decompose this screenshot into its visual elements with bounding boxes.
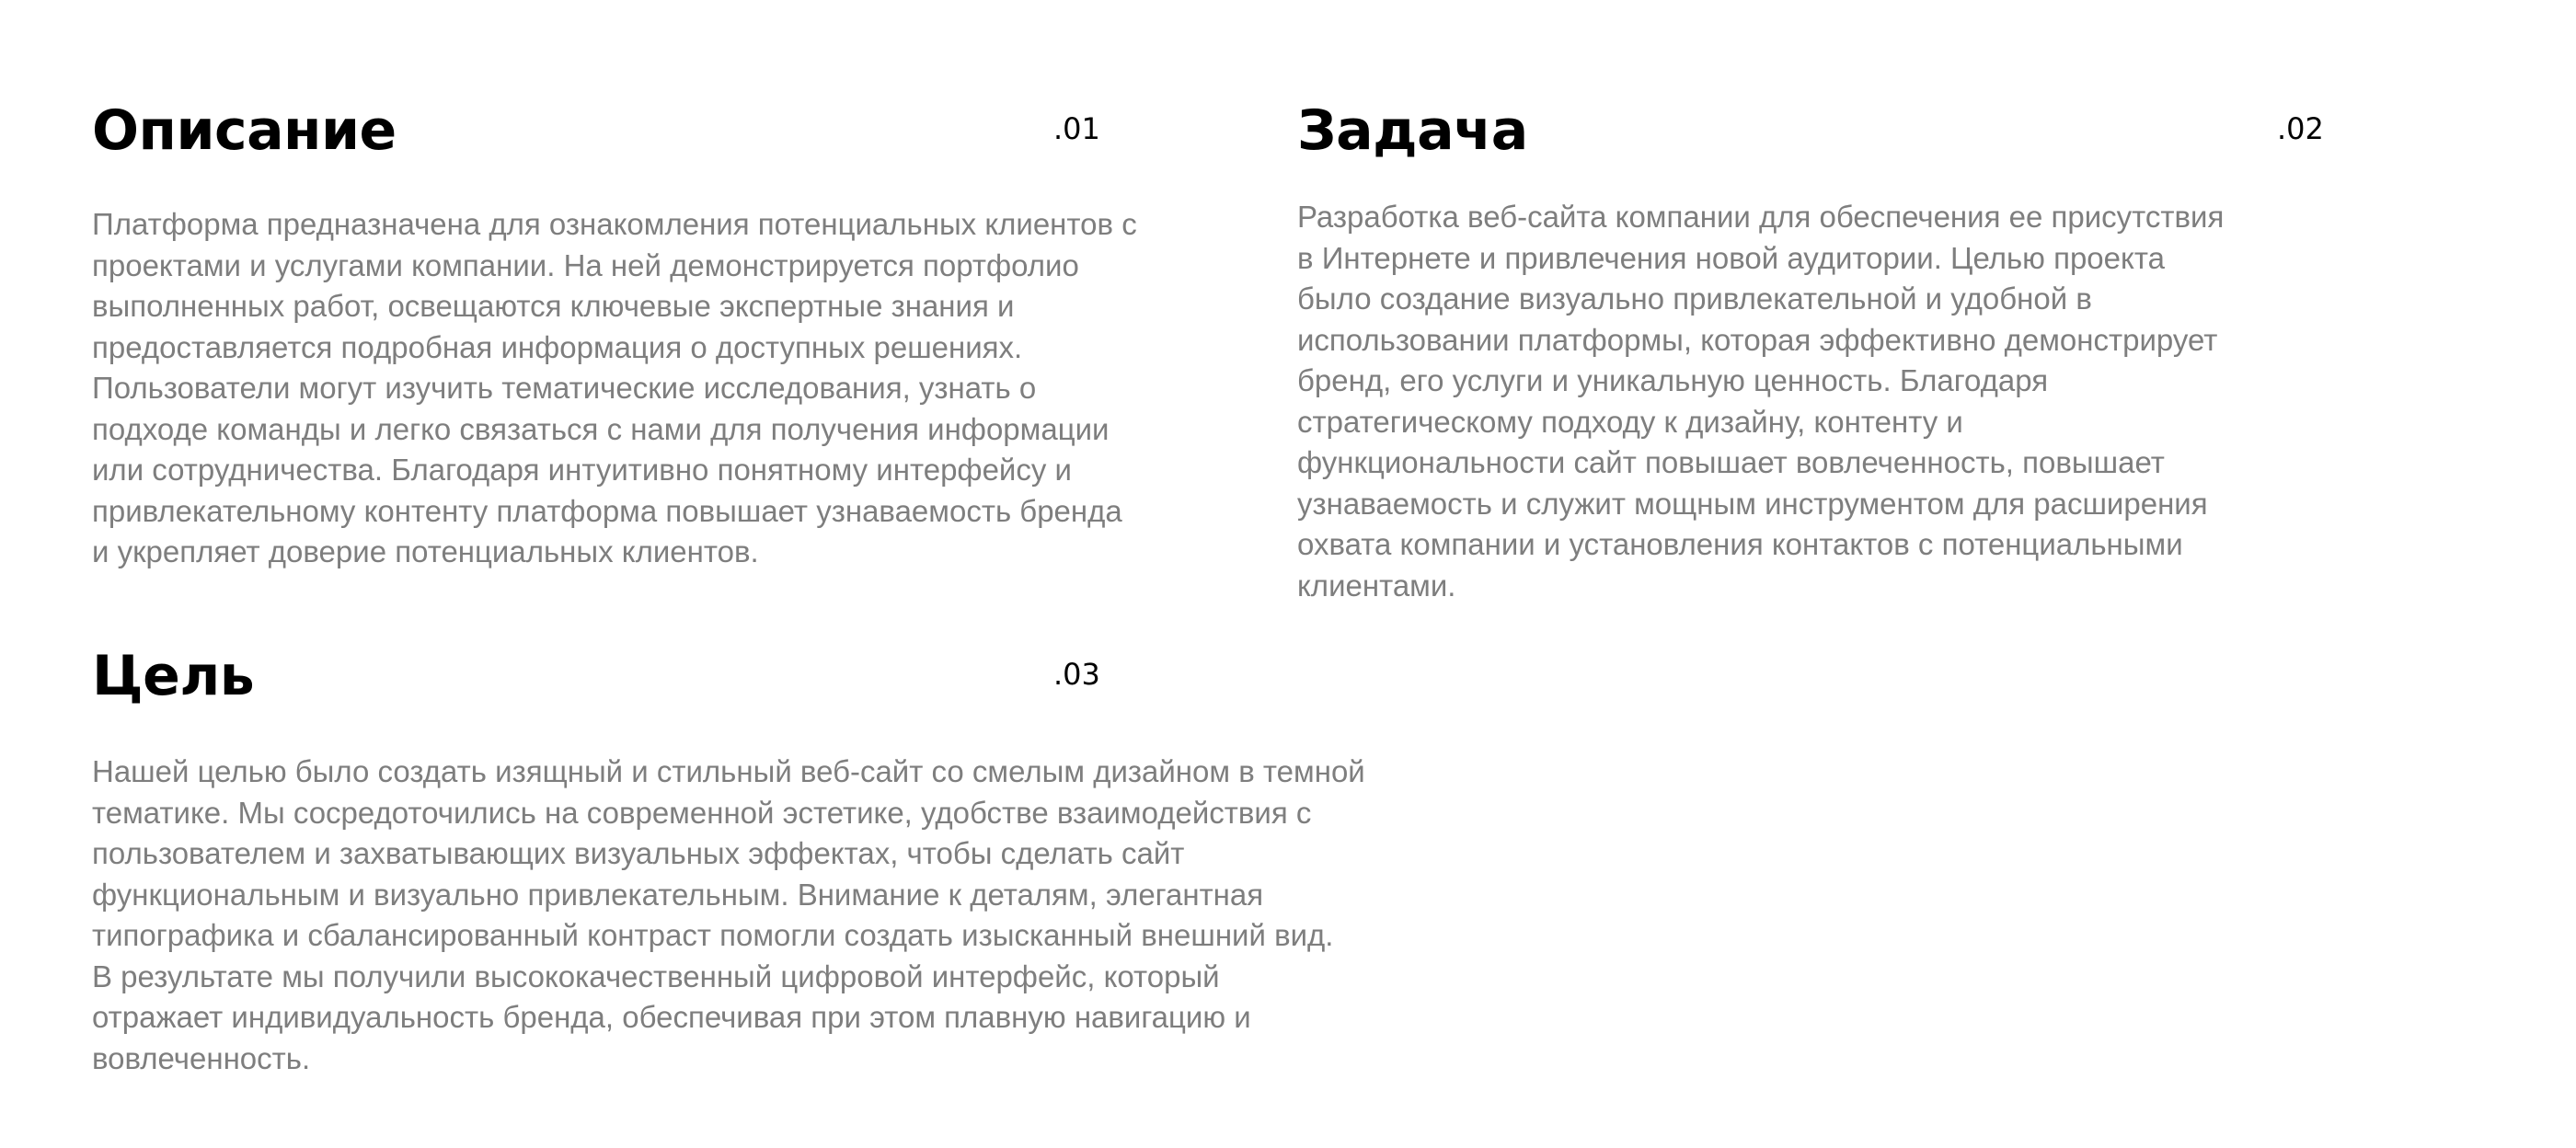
section-title: Цель (92, 644, 255, 708)
section-title: Задача (1297, 98, 1528, 163)
section-description (92, 98, 1224, 581)
section-text: Платформа предназначена для ознакомления потенциальных клиентов с проектами и услугами компании. На ней демонстрируется портфолио выполненных работ, освещаются ключевые экспертные знания и предоставляется подробная информация о доступных решениях. Пользователи могут изучить тематические исследования, узнать о подходе команды и легко связаться с нами для получения информации или сотрудничества. Благодаря интуитивно понятному интерфейсу и привлекательному контенту платформа повышает узнаваемость бренда и укрепляет доверие потенциальных клиентов. (92, 207, 1137, 568)
section-number: .02 (2277, 111, 2324, 146)
section-number: .03 (1053, 657, 1100, 692)
section-goal (92, 644, 1472, 1090)
section-title: Описание (92, 98, 397, 163)
section-number: .01 (1053, 111, 1100, 146)
section-task (1297, 98, 2364, 618)
section-text: Нашей целью было создать изящный и стильный веб-сайт со смелым дизайном в темной тематике. Мы сосредоточились на современной эстетике, удобстве взаимодействия с пользователем и захватывающих визуальных эффектах, чтобы сделать сайт функциональным и визуально привлекательным. Внимание к деталям, элегантная типографика и сбалансированный контраст помогли создать изысканный внешний вид. В результате мы получили высококачественный цифровой интерфейс, который отражает индивидуальность бренда, обеспечивая при этом плавную навигацию и вовлеченность. (92, 754, 1365, 1075)
section-text: Разработка веб-сайта компании для обеспечения ее присутствия в Интернете и привлечения новой аудитории. Целью проекта было создание визуально привлекательной и удобной в использовании платформы, которая эффективно демонстрирует бренд, его услуги и уникальную ценность. Благодаря стратегическому подходу к дизайну, контенту и функциональности сайт повышает вовлеченность, повышает узнаваемость и служит мощным инструментом для расширения охвата компании и установления контактов с потенциальными клиентами. (1297, 200, 2225, 603)
